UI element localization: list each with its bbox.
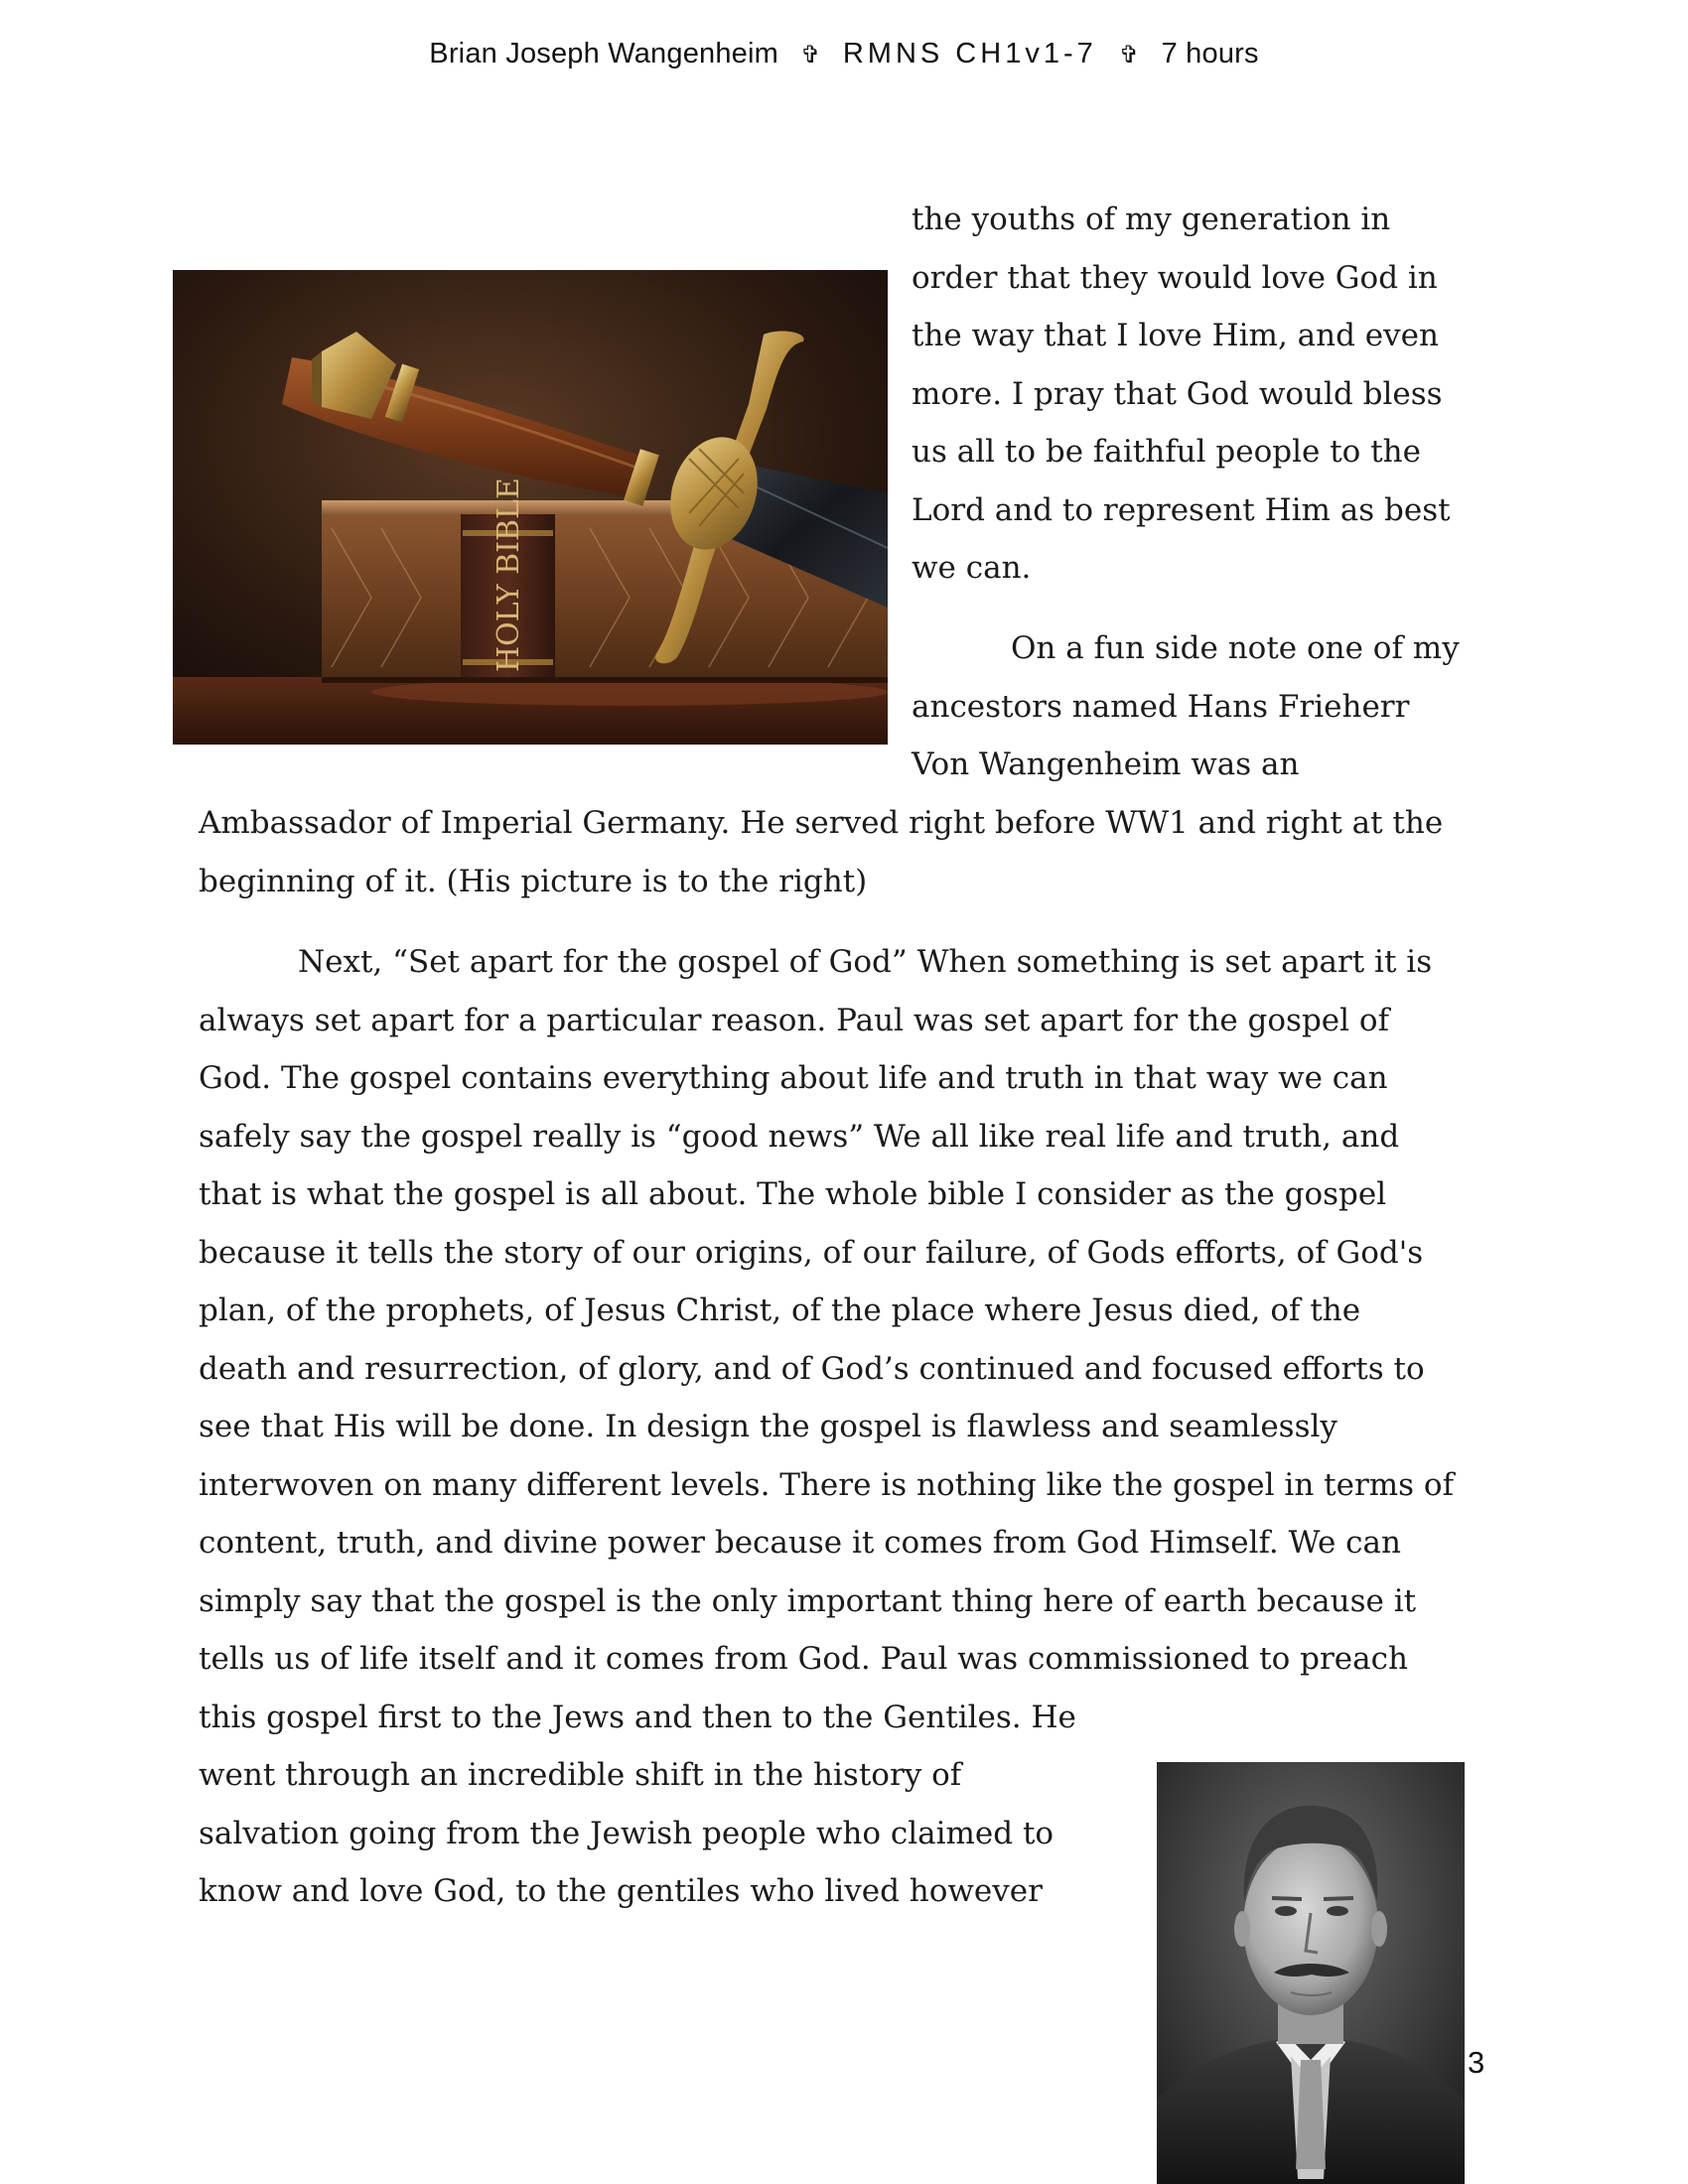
text-line: order that they would love God in [912,259,1438,296]
text-line: more. I pray that God would bless [912,375,1443,412]
side-note-paragraph-narrow [912,619,1460,794]
bible-and-sword-image [173,270,888,745]
text-line: Lord and to represent Him as best [912,491,1451,528]
text-line: salvation going from the Jewish people who claimed to [199,1815,1055,1851]
text-line: know and love God, to the gentiles who lived however [199,1873,1043,1909]
text-line: tells us of life itself and it comes from God. Paul was commissioned to preach [199,1641,1408,1677]
text-line: simply say that the gospel is the only important thing here of earth because it [199,1582,1417,1619]
text-line: this gospel first to the Jews and then to the Gentiles. He [199,1699,1076,1735]
text-line: content, truth, and divine power because it comes from God Himself. We can [199,1525,1401,1561]
text-line: safely say the gospel really is “good news” We all like real life and truth, and [199,1118,1400,1155]
bible-spine-label: HOLY BIBLE [492,478,526,672]
text-line: death and resurrection, of glory, and of God’s continued and focused efforts to [199,1350,1425,1387]
header-author: Brian Joseph Wangenheim [429,38,779,69]
text-line: Ambassador of Imperial Germany. He served right before WW1 and right at the [199,805,1444,841]
text-line: Von Wangenheim was an [912,747,1300,782]
text-line: interwoven on many different levels. There is nothing like the gospel in terms of [199,1466,1455,1503]
text-line: ancestors named Hans Frieherr [912,688,1410,725]
text-line: went through an incredible shift in the history of [199,1757,962,1793]
cross-icon: ✞ [1119,42,1140,68]
text-line: we can. [912,550,1032,586]
text-line: always set apart for a particular reason. Paul was set apart for the gospel of [199,1002,1390,1038]
text-line: that is what the gospel is all about. The whole bible I consider as the gospel [199,1176,1387,1212]
page-number: 3 [1468,2045,1485,2080]
text-line: plan, of the prophets, of Jesus Christ, of the place where Jesus died, of the [199,1293,1361,1328]
page-header [0,38,1688,70]
text-line: the way that I love Him, and even [912,318,1439,353]
text-line: beginning of it. (His picture is to the right) [199,863,868,899]
side-note-paragraph-full [199,794,1443,910]
text-line: the youths of my generation in [912,202,1391,237]
header-duration: 7 hours [1161,38,1259,69]
cross-icon: ✞ [800,42,821,68]
portrait-photo [1157,1762,1465,2184]
right-column-text [912,191,1451,598]
text-line: us all to be faithful people to the [912,434,1421,470]
text-line: On a fun side note one of my [1011,630,1460,666]
text-line: because it tells the story of our origins, of our failure, of Gods efforts, of God's [199,1234,1424,1271]
text-line: see that His will be done. In design the gospel is flawless and seamlessly [199,1409,1337,1444]
text-line: God. The gospel contains everything about life and truth in that way we can [199,1060,1388,1096]
text-line: Next, “Set apart for the gospel of God” When something is set apart it is [298,944,1433,980]
header-chapter-code: RMNS CH1v1-7 [842,38,1097,69]
